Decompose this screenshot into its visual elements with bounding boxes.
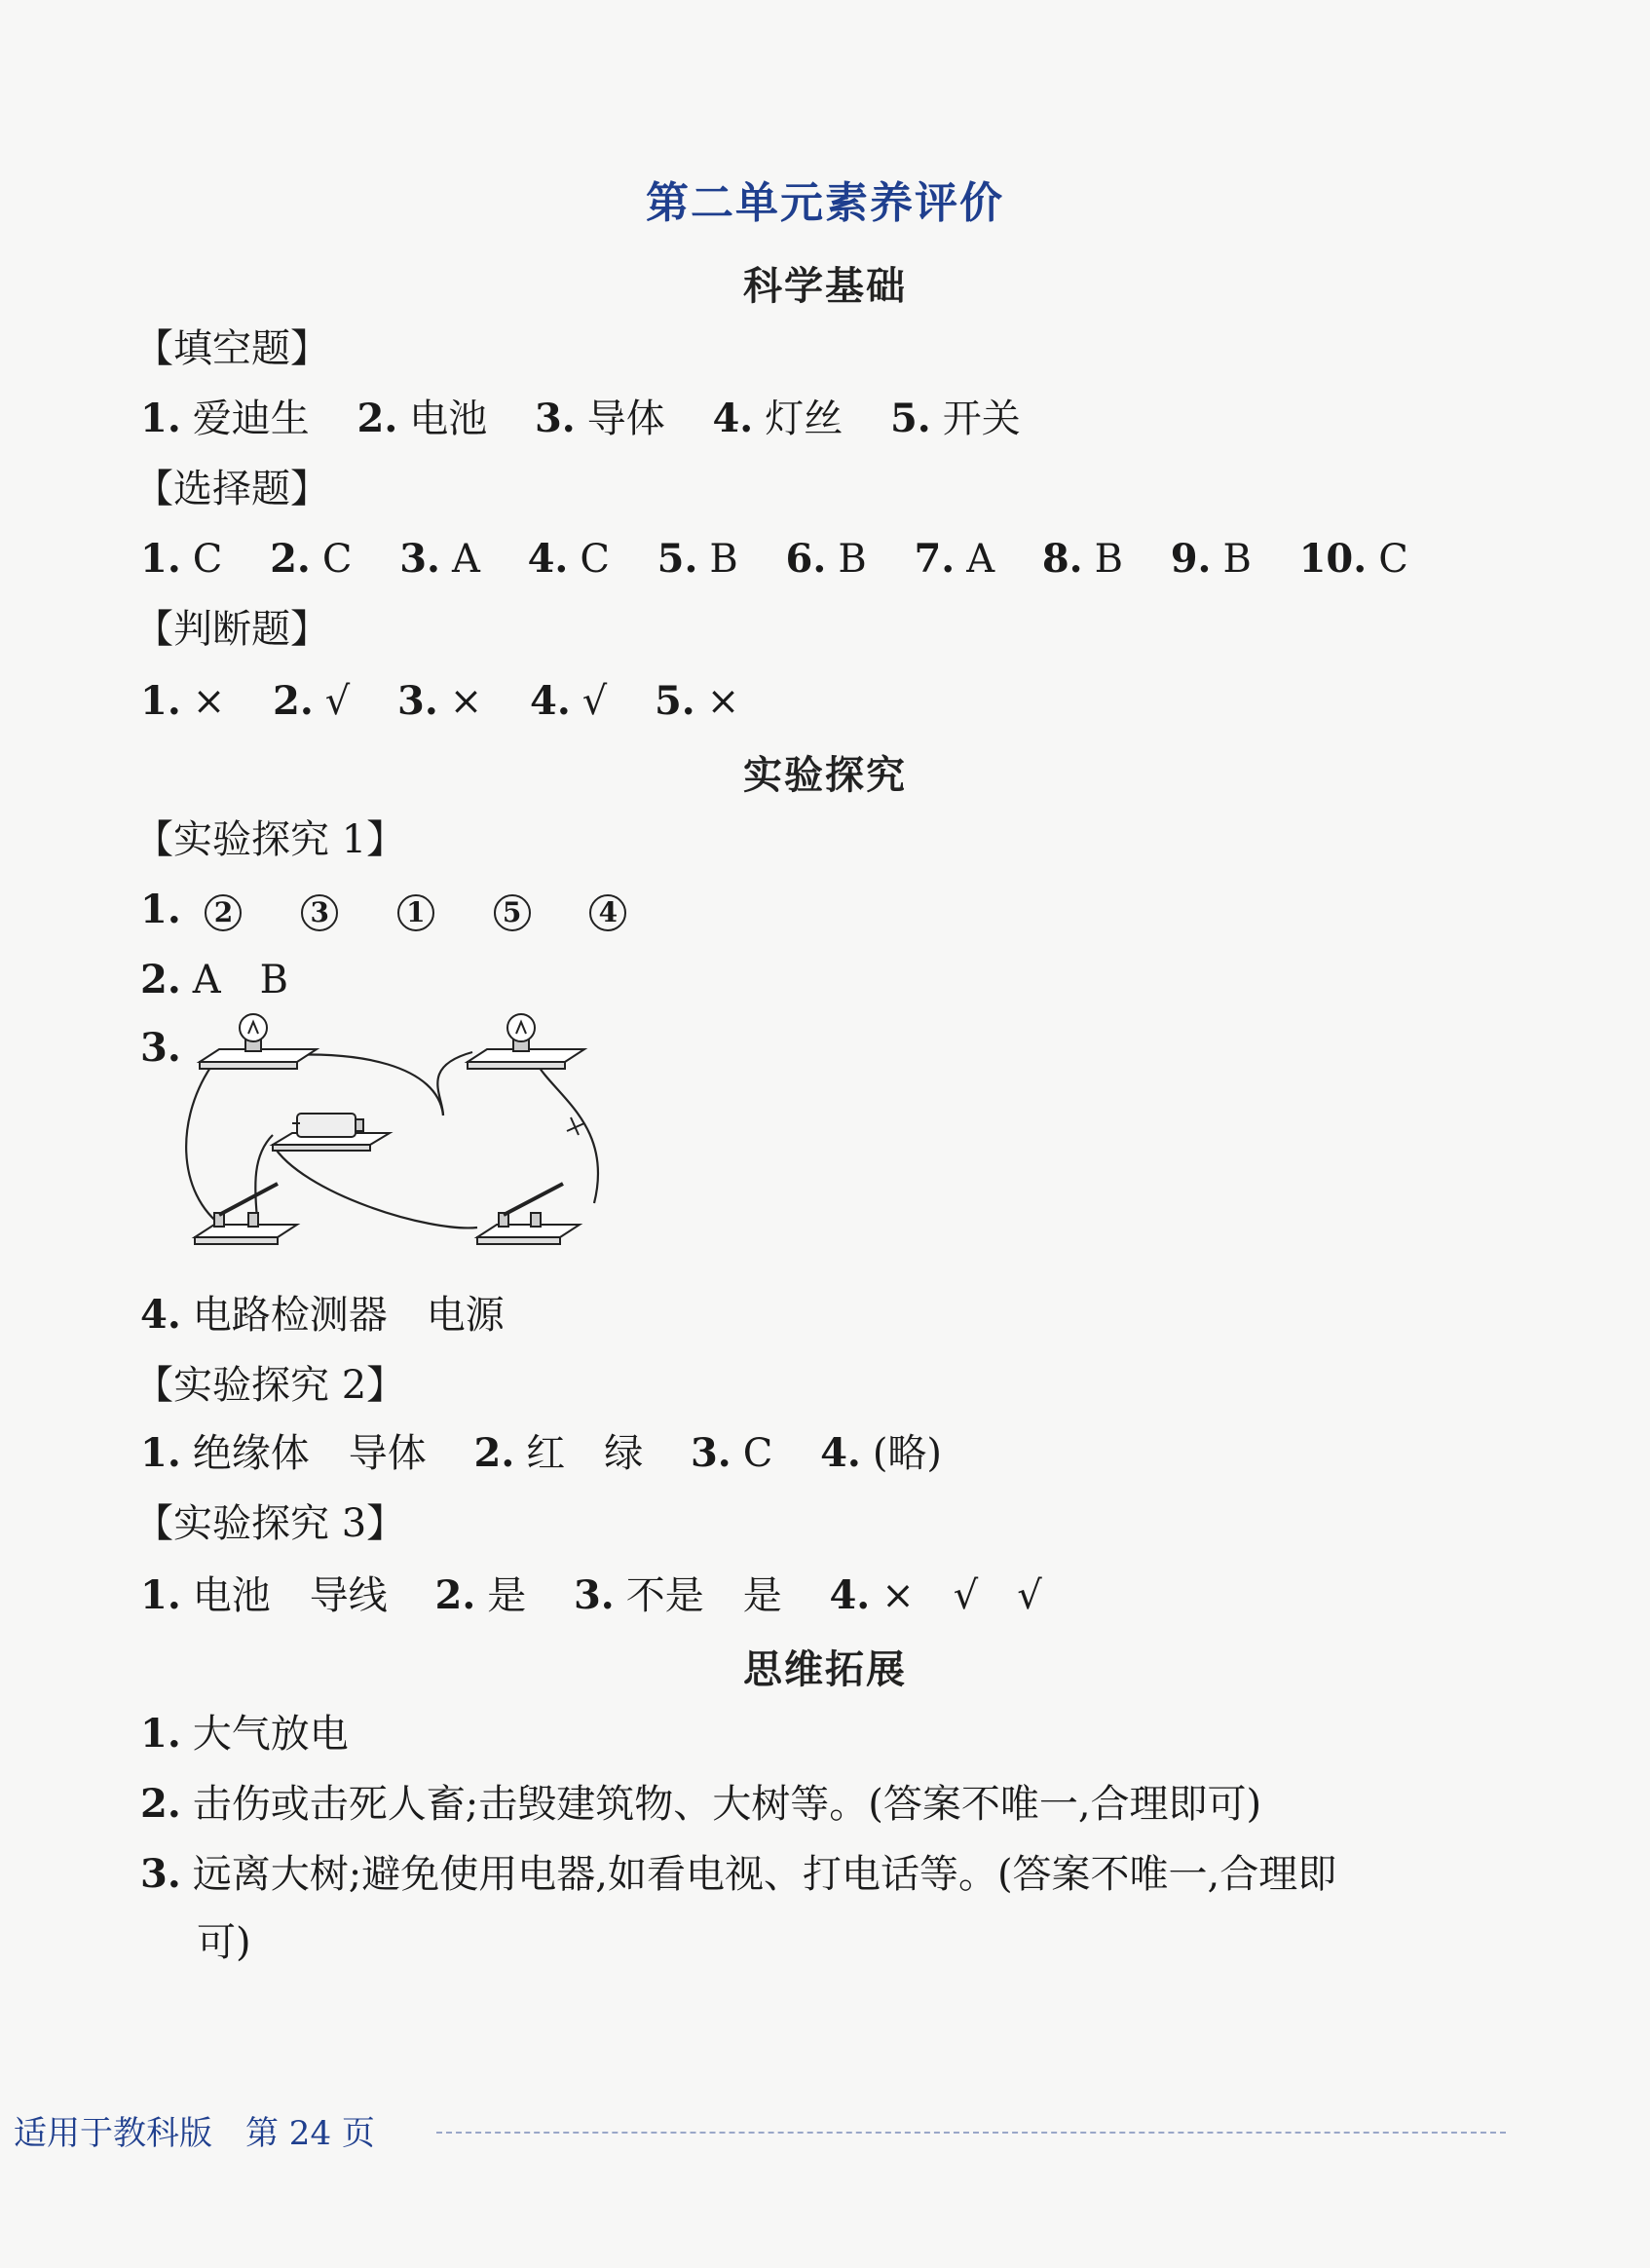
exp2-item-4: 4. (略) — [820, 1430, 943, 1476]
choice-item-9: 9. B — [1170, 536, 1252, 582]
order-circle-2: 3 — [301, 894, 338, 931]
page-footer: 适用于教科版 第 24 页 — [14, 2114, 375, 2153]
section-experiment-heading: 实验探究 — [743, 753, 907, 798]
judge-item-4: 4. √ — [529, 678, 608, 724]
exp1-heading: 【实验探究 1】 — [134, 817, 406, 862]
bulb-left — [200, 1014, 317, 1069]
fill-answers — [140, 392, 1056, 446]
judge-answers — [140, 674, 774, 729]
choice-item-7: 7. A — [914, 536, 995, 582]
wire-left — [186, 1062, 224, 1228]
section-thinking-heading: 思维拓展 — [743, 1647, 907, 1692]
exp3-item-2: 2. 是 — [434, 1572, 527, 1618]
exp2-item-1: 1. 绝缘体 导体 — [140, 1430, 427, 1476]
choice-item-5: 5. B — [656, 536, 738, 582]
exp1-q1: 1. 2 3 1 5 4 — [140, 883, 673, 937]
exp3-heading: 【实验探究 3】 — [134, 1501, 406, 1546]
fill-item-3: 3. 导体 — [534, 396, 665, 441]
order-circle-3: 1 — [397, 894, 434, 931]
page-title: 第二单元素养评价 — [646, 178, 1004, 228]
exp2-item-3: 3. C — [690, 1430, 773, 1476]
choice-item-1: 1. C — [140, 536, 223, 582]
exp2-item-2: 2. 红 绿 — [473, 1430, 644, 1476]
thinking-item-3-cont: 可) — [197, 1920, 251, 1965]
exp3-answers — [140, 1569, 1077, 1623]
exp3-item-1: 1. 电池 导线 — [140, 1572, 388, 1618]
thinking-item-1: 1. 大气放电 — [140, 1711, 349, 1757]
exp1-q3: 3. — [140, 1025, 181, 1071]
exp2-answers — [140, 1426, 977, 1481]
judge-heading: 【判断题】 — [134, 607, 329, 652]
order-circle-5: 4 — [589, 894, 626, 931]
thinking-item-2: 2. 击伤或击死人畜;击毁建筑物、大树等。(答案不唯一,合理即可) — [140, 1781, 1262, 1827]
exp1-q4: 4. 电路检测器 电源 — [140, 1292, 505, 1338]
exp3-item-3: 3. 不是 是 — [573, 1572, 782, 1618]
wire-bottom — [273, 1145, 477, 1228]
fill-heading: 【填空题】 — [134, 326, 329, 371]
order-circle-4: 5 — [494, 894, 531, 931]
choice-answers — [140, 532, 1444, 586]
switch-right — [477, 1184, 580, 1244]
circuit-diagram — [185, 1008, 633, 1271]
thinking-item-3: 3. 远离大树;避免使用电器,如看电视、打电话等。(答案不唯一,合理即 — [140, 1851, 1337, 1897]
fill-item-2: 2. 电池 — [356, 396, 488, 441]
choice-heading: 【选择题】 — [134, 467, 329, 511]
choice-item-10: 10. C — [1298, 536, 1408, 582]
wire-right — [536, 1062, 598, 1203]
choice-item-3: 3. A — [399, 536, 480, 582]
judge-item-2: 2. √ — [273, 678, 351, 724]
judge-item-1: 1. × — [140, 678, 226, 724]
judge-item-5: 5. × — [654, 678, 740, 724]
battery — [273, 1114, 390, 1151]
section-basics-heading: 科学基础 — [743, 264, 907, 309]
fill-item-4: 4. 灯丝 — [712, 396, 844, 441]
fill-item-1: 1. 爱迪生 — [140, 396, 310, 441]
bulb-right — [468, 1014, 584, 1069]
choice-item-8: 8. B — [1041, 536, 1123, 582]
exp3-item-4: 4. × √ √ — [829, 1572, 1042, 1618]
footer-dashed-rule — [436, 2132, 1506, 2134]
choice-item-4: 4. C — [527, 536, 610, 582]
fill-item-5: 5. 开关 — [889, 396, 1021, 441]
choice-item-6: 6. B — [785, 536, 867, 582]
exp1-q2: 2. A B — [140, 957, 289, 1002]
order-circle-1: 2 — [205, 894, 242, 931]
choice-item-2: 2. C — [270, 536, 353, 582]
exp2-heading: 【实验探究 2】 — [134, 1363, 406, 1408]
judge-item-3: 3. × — [396, 678, 483, 724]
